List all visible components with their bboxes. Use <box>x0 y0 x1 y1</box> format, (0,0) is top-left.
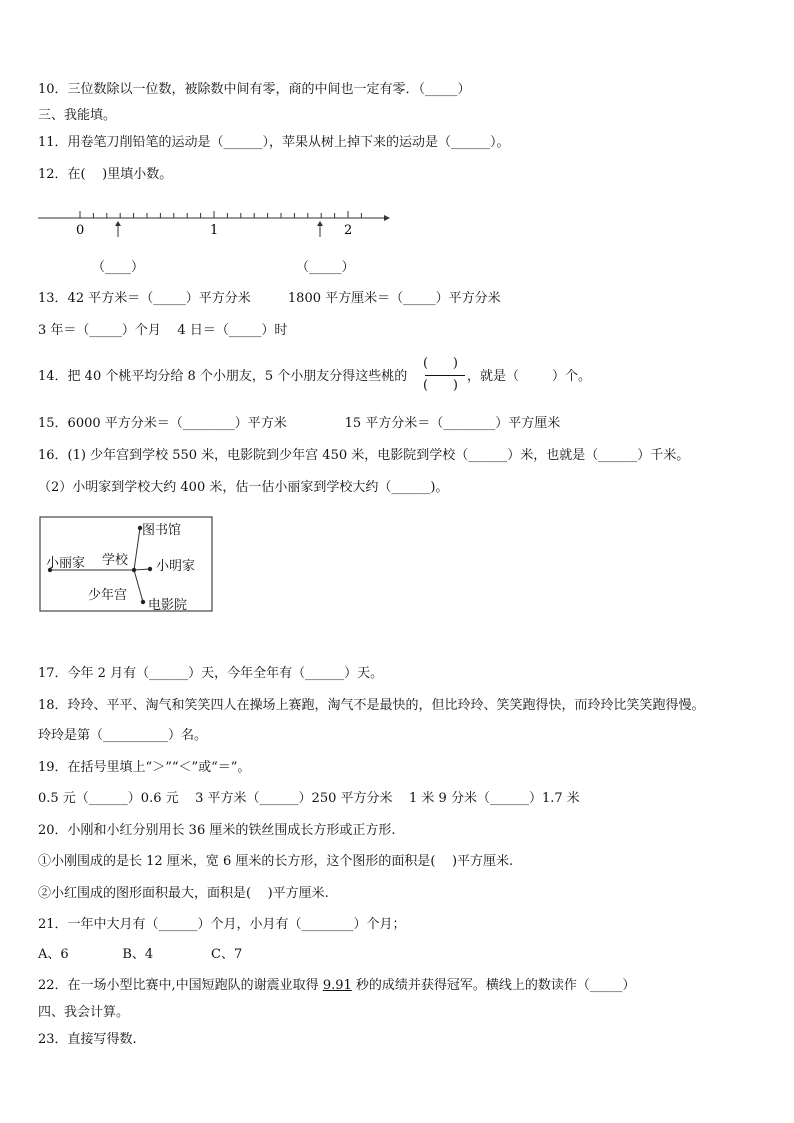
fraction-blank <box>423 354 467 398</box>
tick-label-0: 0 <box>76 223 85 238</box>
question-14-prefix: 14．把 40 个桃平均分给 8 个小朋友，5 个小朋友分得这些桃的 <box>38 369 408 384</box>
question-22 <box>38 977 635 995</box>
question-10: 10．三位数除以一位数，被除数中间有零，商的中间也一定有零．（_____） <box>38 82 471 97</box>
question-23: 23．直接写得数. <box>38 1032 137 1047</box>
tick-label-1: 1 <box>210 223 219 238</box>
section-3-heading: 三、我能填。 <box>38 108 117 123</box>
question-17: 17．今年 2 月有（______）天，今年全年有（______）天。 <box>38 666 384 681</box>
question-22-underlined-value: 9.91 <box>322 978 352 993</box>
fraction-numerator: ( ) <box>423 356 458 371</box>
question-13-line-2: 3 年＝（_____）个月 4 日＝（_____）时 <box>38 323 288 338</box>
label-youth-palace: 少年宫 <box>88 588 128 603</box>
question-16-part-2: （2）小明家到学校大约 400 米，估一估小丽家到学校大约（______)。 <box>38 480 449 495</box>
question-20: 20．小刚和小红分别用长 36 厘米的铁丝围成长方形或正方形. <box>38 823 396 838</box>
section-4-heading: 四、我会计算。 <box>38 1005 130 1020</box>
numberline-blank-left: （____） <box>92 260 145 275</box>
fraction-denominator: ( ) <box>423 378 458 393</box>
question-22-prefix: 22．在一场小型比赛中,中国短跑队的谢震业取得 <box>38 978 323 993</box>
question-16-part-1: 16．(1) 少年宫到学校 550 米，电影院到少年宫 450 米，电影院到学校（______）米，也就是（______）千米。 <box>38 448 690 463</box>
label-xiaoli-home: 小丽家 <box>46 556 86 571</box>
label-library: 图书馆 <box>142 523 182 538</box>
question-20-part-2: ②小红围成的图形面积最大，面积是( )平方厘米. <box>38 886 329 901</box>
tick-label-2: 2 <box>344 223 353 238</box>
label-school: 学校 <box>102 553 129 568</box>
question-13-line-1: 13．42 平方米＝（_____）平方分米 1800 平方厘米＝（_____）平方分米 <box>38 291 501 306</box>
map-diagram <box>38 516 214 612</box>
label-cinema: 电影院 <box>148 598 188 613</box>
fraction-bar <box>425 375 465 376</box>
question-11: 11．用卷笔刀削铅笔的运动是（______），苹果从树上掉下来的运动是（______）。 <box>38 135 510 150</box>
number-line <box>36 205 396 245</box>
question-21: 21．一年中大月有（______）个月，小月有（________）个月； <box>38 917 406 932</box>
question-18-line-2: 玲玲是第（__________）名。 <box>38 728 208 743</box>
question-18-line-1: 18．玲玲、平平、淘气和笑笑四人在操场上赛跑，淘气不是最快的，但比玲玲、笑笑跑得快，而玲玲比笑笑跑得慢。 <box>38 698 705 713</box>
question-12: 12．在( )里填小数。 <box>38 167 173 182</box>
question-21-options: A、6 B、4 C、7 <box>38 947 243 962</box>
label-xiaoming-home: 小明家 <box>156 559 196 574</box>
question-15: 15．6000 平方分米＝（________）平方米 15 平方分米＝（________）平方厘米 <box>38 416 561 431</box>
question-19: 19．在括号里填上“＞”“＜”或“＝”。 <box>38 760 251 775</box>
question-20-part-1: ①小刚围成的是长 12 厘米，宽 6 厘米的长方形，这个图形的面积是( )平方厘米. <box>38 854 514 869</box>
question-22-suffix: 秒的成绩并获得冠军。横线上的数读作（_____） <box>351 978 636 993</box>
question-19-items: 0.5 元（______）0.6 元 3 平方米（______）250 平方分米 1 米 9 分米（______）1.7 米 <box>38 791 580 806</box>
question-14-suffix: ，就是（ ）个。 <box>467 369 592 384</box>
numberline-blank-right: （_____） <box>296 260 355 275</box>
